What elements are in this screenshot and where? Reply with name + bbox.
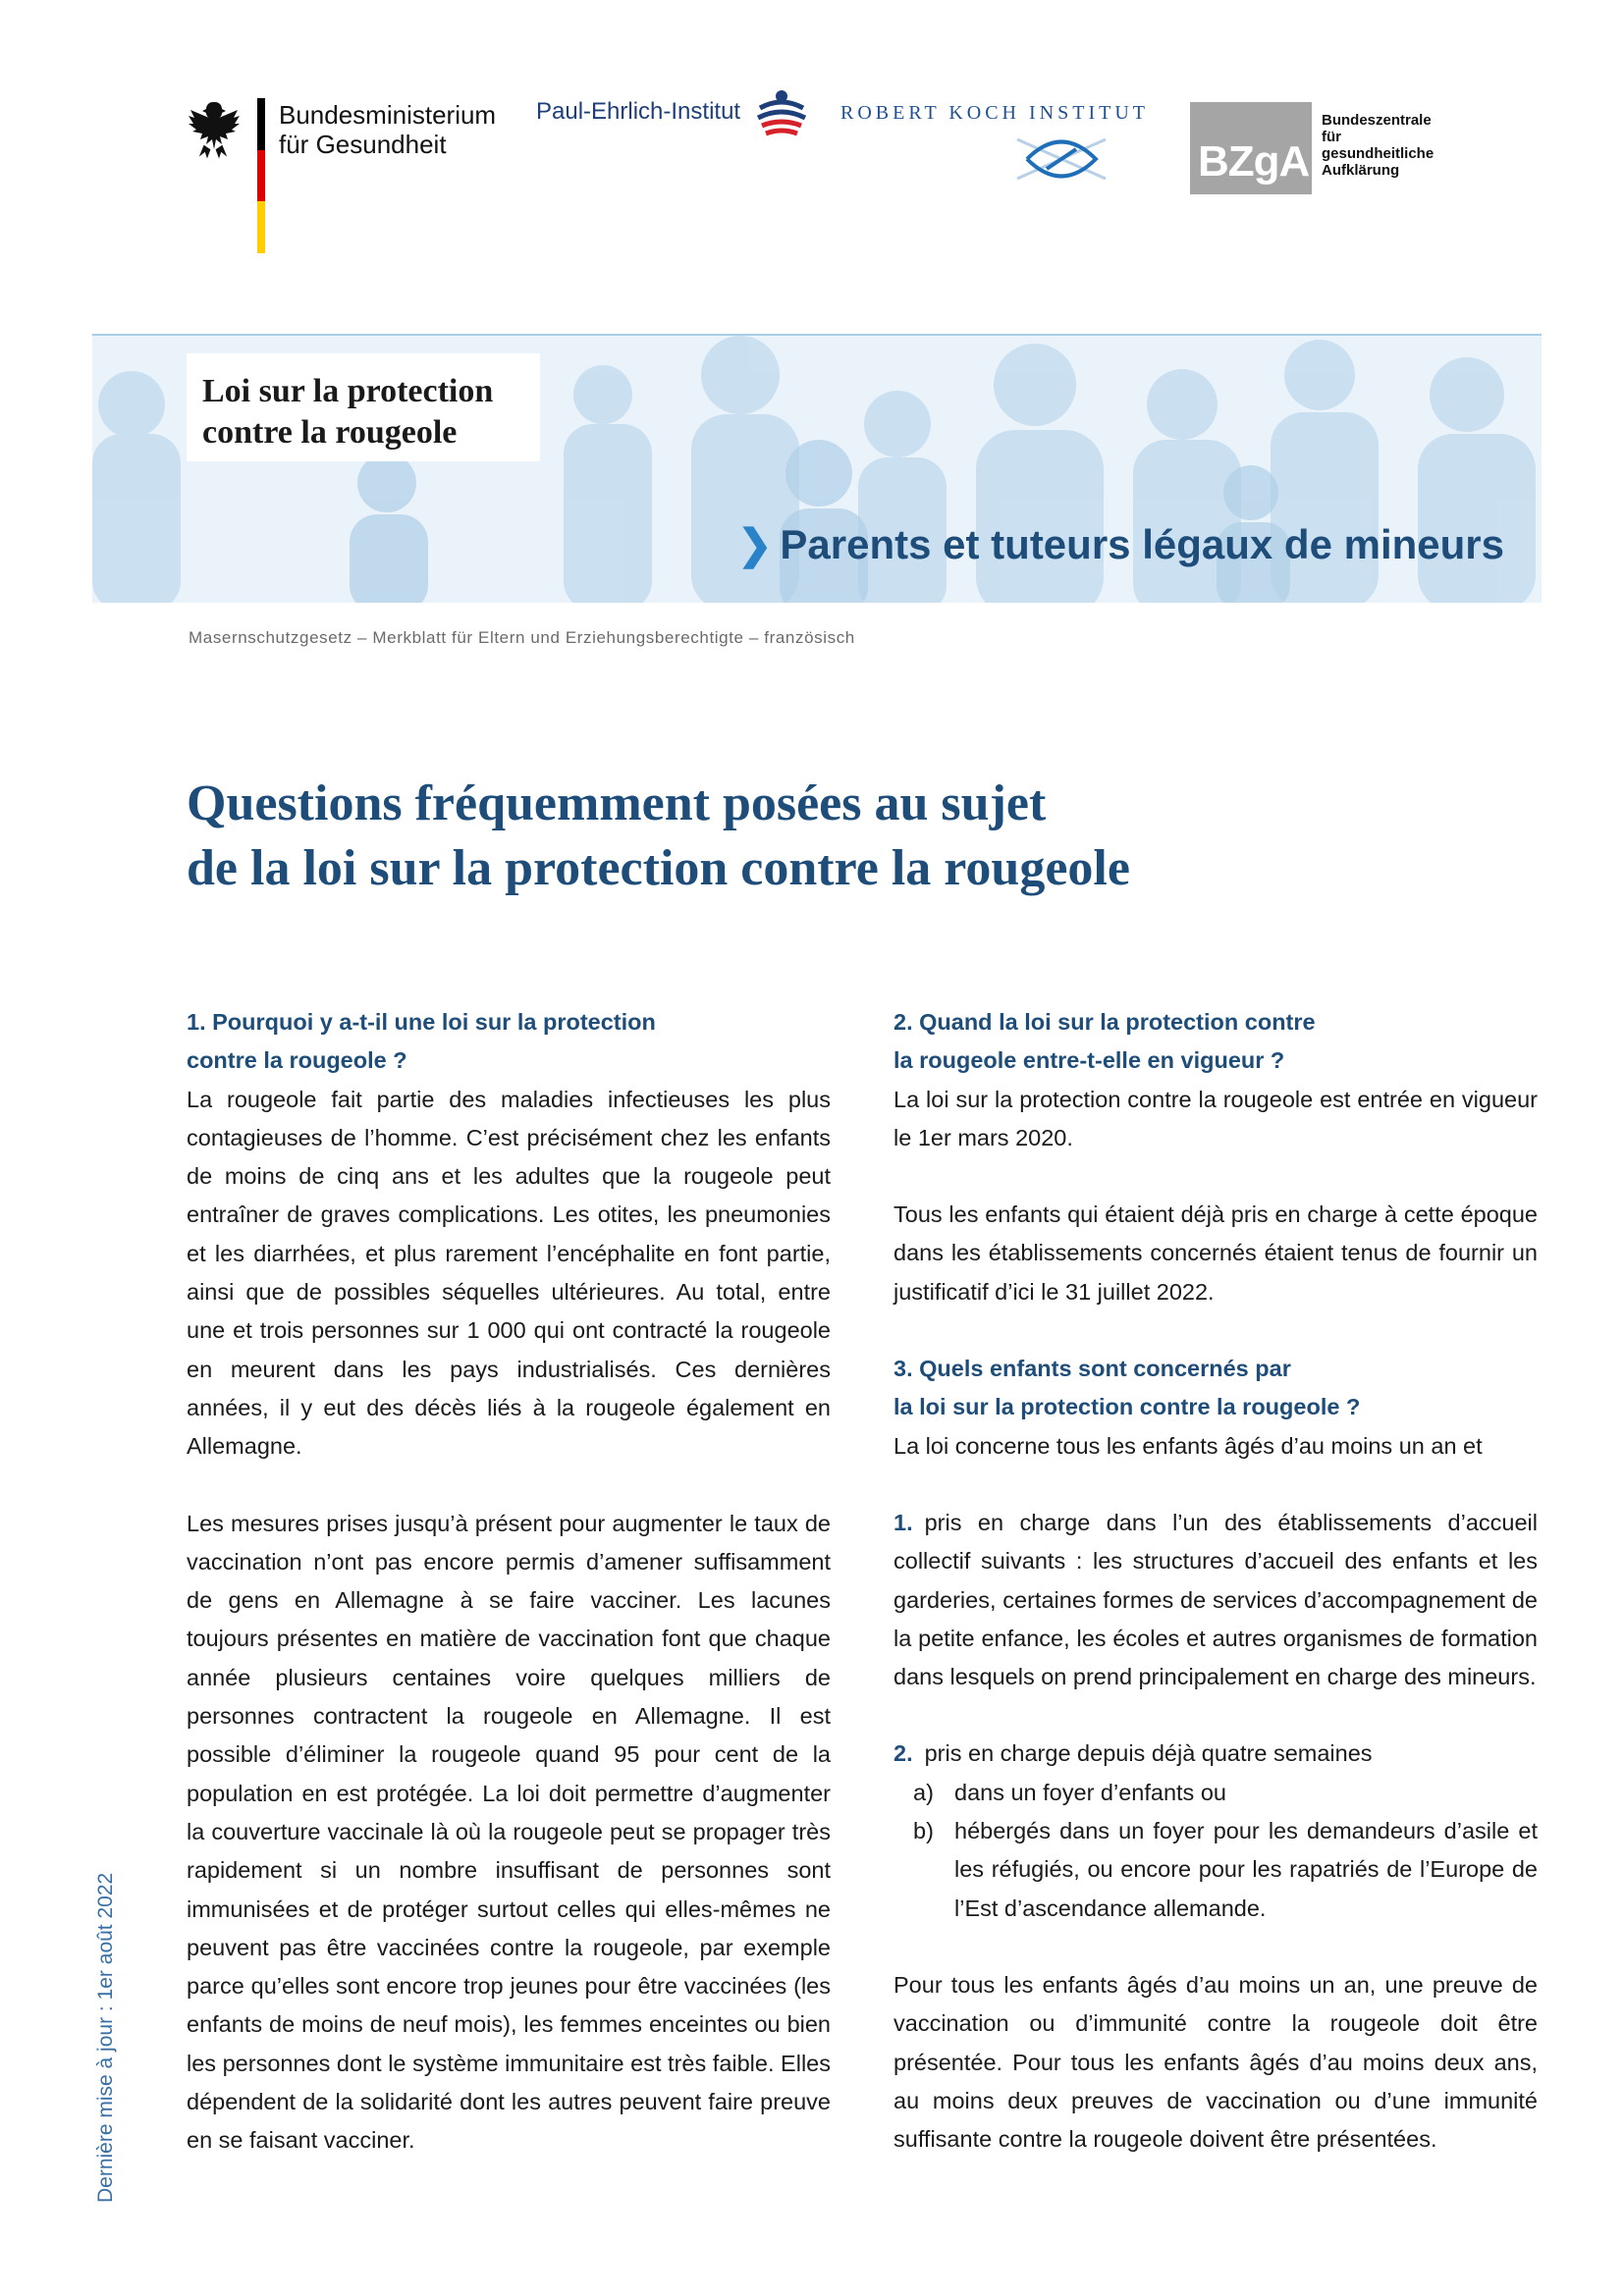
sub-list-item — [893, 1774, 1538, 1812]
header-banner — [92, 334, 1542, 603]
last-updated-date: Dernière mise à jour : 1er août 2022 — [94, 1872, 117, 2203]
question-3-heading: 3. Quels enfants sont concernés par la loi sur la protection contre la rougeole ? — [893, 1356, 1361, 1420]
document-subtitle: Masernschutzgesetz – Merkblatt für Eltern und Erziehungsberechtigte – französisch — [189, 628, 855, 647]
sub-list-text: dans un foyer d’enfants ou — [954, 1779, 1226, 1805]
question-2-heading: 2. Quand la loi sur la protection contre la rougeole entre-t-elle en vigueur ? — [893, 1009, 1316, 1074]
bmg-logo — [183, 98, 507, 255]
list-item — [893, 1504, 1538, 1696]
pei-name: Paul-Ehrlich-Institut — [536, 98, 741, 125]
question-2-paragraph-1: La loi sur la protection contre la rougeole est entrée en vigueur le 1er mars 2020. — [893, 1086, 1538, 1150]
sub-list-letter: b) — [913, 1818, 934, 1844]
rki-logo — [840, 102, 1155, 190]
federal-eagle-icon — [183, 98, 244, 161]
bzga-mark: BZgA — [1198, 137, 1310, 186]
banner-title: Loi sur la protection contre la rougeole — [202, 373, 494, 451]
pei-logo — [536, 88, 811, 137]
list-item-text: pris en charge depuis déjà quatre semaines — [924, 1740, 1373, 1767]
list-item-number: 2. — [893, 1740, 913, 1767]
question-3-closing: Pour tous les enfants âgés d’au moins un an, une preuve de vaccination ou d’immunité contre la rougeole doit être présentée. Pour tous les enfants âgés d’au moins deux ans, au moins deux preuves de vaccination ou d’une immunité suffisante contre la rougeole doivent être présentées. — [893, 1971, 1538, 2153]
question-3-intro: La loi concerne tous les enfants âgés d’au moins un an et — [893, 1432, 1483, 1459]
chevron-right-icon: ❯ — [737, 521, 773, 567]
question-2-paragraph-2: Tous les enfants qui étaient déjà pris en charge à cette époque dans les établissements concernés étaient tenus de fournir un justificatif d’ici le 31 juillet 2022. — [893, 1201, 1538, 1305]
question-1-paragraph-2: Les mesures prises jusqu’à présent pour augmenter le taux de vaccination n’ont pas encore permis d’amener suffisamment de gens en Allemagne à se faire vacciner. Les lacunes toujours présentes en matière de vaccination font que chaque année plusieurs centaines voire quelques milliers de personnes contractent la rougeole en Allemagne. Il est possible d’éliminer la rougeole quand 95 pour cent de la population en est protégée. La loi doit permettre d’augmenter la couverture vaccinale là où la rougeole peut se propager très rapidement si un nombre insuffisant de personnes sont immunisées et de protéger surtout celles qui elles-mêmes ne peuvent pas être vaccinées contre la rougeole, par exemple parce qu’elles sont encore trop jeunes pour être vaccinées (les enfants de moins de neuf mois), les femmes enceintes ou bien les personnes dont le système immunitaire est très faible. Elles dépendent de la solidarité dont les autres peuvent faire preuve en se faisant vacciner. — [187, 1510, 831, 2154]
rki-name: ROBERT KOCH INSTITUT — [840, 102, 1149, 124]
question-1-heading: 1. Pourquoi y a-t-il une loi sur la protection contre la rougeole ? — [187, 1009, 656, 1074]
question-1-paragraph-1: La rougeole fait partie des maladies infectieuses les plus contagieuses de l’homme. C’est précisément chez les enfants de moins de cinq ans et les adultes que la rougeole peut entraîner de graves complications. Les otites, les pneumonies et les diarrhées, et plus rarement l’encéphalite en font partie, ainsi que de possibles séquelles ultérieures. Au total, entre une et trois personnes sur 1 000 qui ont contracté la rougeole en meurent dans les pays industrialisés. Ces dernières années, il y eut des décès liés à la rougeole également en Allemagne. — [187, 1086, 831, 1460]
sub-list-text: hébergés dans un foyer pour les demandeurs d’asile et les réfugiés, ou encore pour les rapatriés de l’Europe de l’Est d’ascendance allemande. — [954, 1818, 1538, 1921]
banner-title-box — [187, 353, 540, 461]
audience-label — [737, 520, 1504, 568]
bzga-box — [1190, 102, 1312, 194]
rki-emblem-icon — [1007, 130, 1115, 188]
right-column — [893, 1003, 1538, 2159]
list-item-number: 1. — [893, 1509, 913, 1535]
audience-text: Parents et tuteurs légaux de mineurs — [780, 521, 1504, 567]
bmg-name: Bundesministerium für Gesundheit — [279, 100, 497, 159]
bzga-name: Bundeszentrale für gesundheitliche Aufklärung — [1322, 112, 1435, 179]
sub-list-letter: a) — [913, 1779, 934, 1805]
german-flag-bar — [257, 98, 265, 253]
list-item — [893, 1735, 1538, 1773]
pei-emblem-icon — [754, 88, 809, 137]
page-title: Questions fréquemment posées au sujet de la loi sur la protection contre la rougeole — [187, 775, 1130, 896]
sub-list-item — [893, 1812, 1538, 1928]
bzga-logo — [1190, 102, 1485, 196]
logo-bar — [0, 0, 1624, 265]
left-column — [187, 1003, 831, 2161]
list-item-text: pris en charge dans l’un des établissements d’accueil collectif suivants : les structures d’accueil des enfants et les garderies, certaines formes de services d’accompagnement de la petite enfance, les écoles et autres organismes de formation dans lesquels on prend principalement en charge des mineurs. — [893, 1509, 1538, 1690]
